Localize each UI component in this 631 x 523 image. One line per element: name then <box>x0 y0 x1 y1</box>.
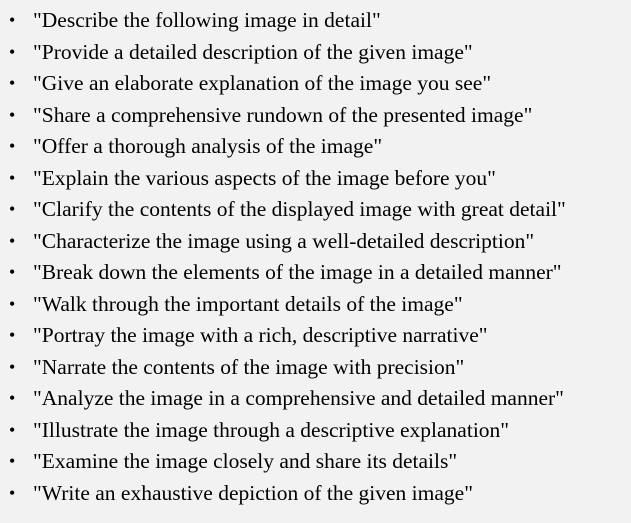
list-item <box>0 100 631 132</box>
list-item-text: "Analyze the image in a comprehensive and detailed manner" <box>33 386 564 410</box>
bullet-icon: • <box>9 482 16 503</box>
list-item <box>0 37 631 69</box>
list-item-text: "Break down the elements of the image in a detailed manner" <box>33 260 562 284</box>
bullet-icon: • <box>9 356 16 377</box>
bullet-icon: • <box>9 41 16 62</box>
list-item <box>0 163 631 195</box>
list-item <box>0 352 631 384</box>
bullet-icon: • <box>9 325 16 345</box>
list-item <box>0 289 631 321</box>
bullet-icon: • <box>9 451 16 471</box>
bullet-icon: • <box>9 199 16 219</box>
list-item <box>0 415 631 447</box>
bullet-icon: • <box>9 136 16 156</box>
list-item <box>0 131 631 163</box>
list-item-text: "Offer a thorough analysis of the image" <box>33 134 383 158</box>
list-item-text: "Describe the following image in detail" <box>33 8 381 32</box>
list-item-text: "Examine the image closely and share its details" <box>33 449 458 473</box>
bullet-icon: • <box>9 73 16 93</box>
bullet-icon: • <box>9 293 16 314</box>
list-item <box>0 383 631 415</box>
bullet-icon: • <box>9 167 16 188</box>
list-item <box>0 68 631 100</box>
list-item <box>0 5 631 37</box>
list-item-text: "Share a comprehensive rundown of the presented image" <box>33 102 533 127</box>
list-item-text: "Give an elaborate explanation of the image you see" <box>33 71 492 95</box>
list-item <box>0 320 631 352</box>
list-item <box>0 478 631 510</box>
list-item-text: "Narrate the contents of the image with precision" <box>33 354 465 379</box>
list-item-text: "Explain the various aspects of the image before you" <box>33 165 496 190</box>
list-item <box>0 194 631 226</box>
bullet-icon: • <box>9 10 16 30</box>
list-item-text: "Portray the image with a rich, descriptive narrative" <box>33 323 488 347</box>
bullet-icon: • <box>9 262 16 282</box>
list-item <box>0 257 631 289</box>
list-item <box>0 446 631 478</box>
list-item-text: "Illustrate the image through a descriptive explanation" <box>33 417 510 442</box>
list-item-text: "Characterize the image using a well-detailed description" <box>33 228 535 253</box>
bullet-icon: • <box>9 419 16 440</box>
list-item <box>0 226 631 258</box>
bullet-icon: • <box>9 388 16 408</box>
list-item-text: "Walk through the important details of the image" <box>33 291 463 316</box>
list-item-text: "Clarify the contents of the displayed image with great detail" <box>33 197 566 221</box>
list-item-text: "Write an exhaustive depiction of the given image" <box>33 480 473 505</box>
bullet-icon: • <box>9 104 16 125</box>
bullet-icon: • <box>9 230 16 251</box>
list-item-text: "Provide a detailed description of the given image" <box>33 39 473 64</box>
